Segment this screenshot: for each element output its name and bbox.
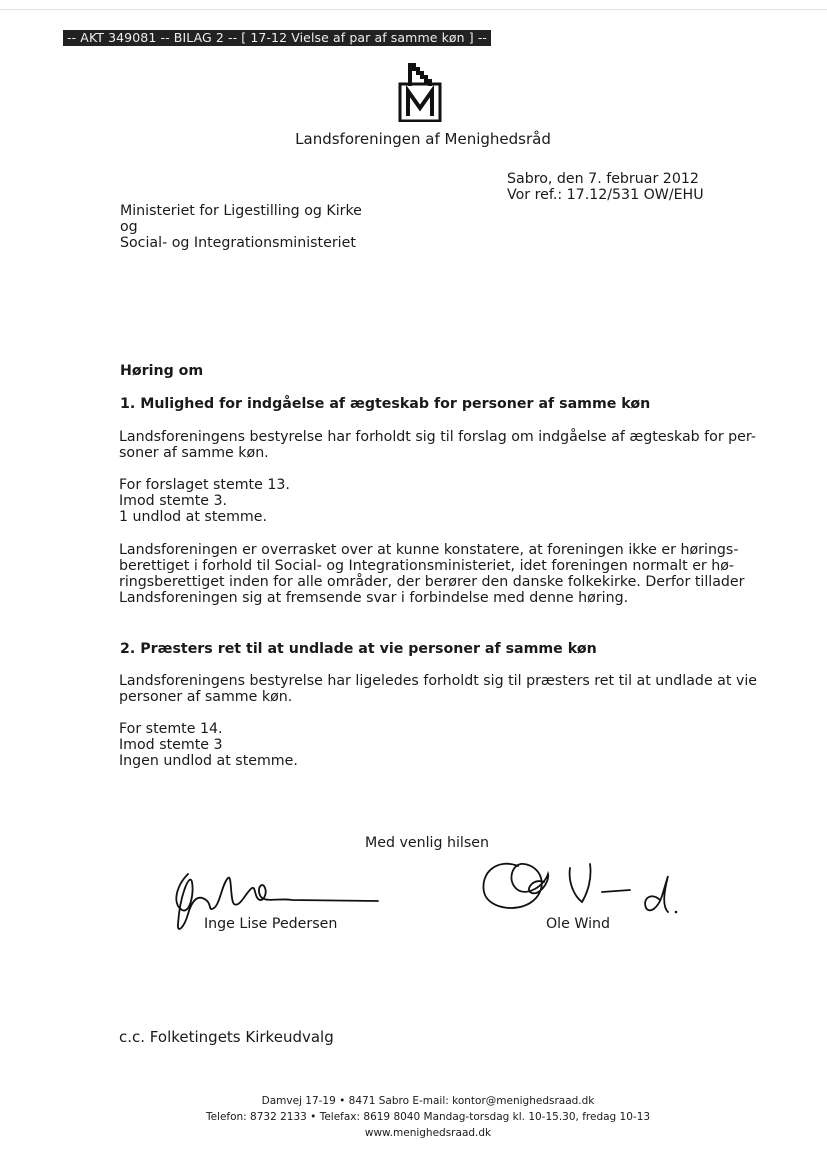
closing-greeting: Med venlig hilsen [365,835,489,851]
organization-name: Landsforeningen af Menighedsråd [295,130,551,148]
reference-line: Vor ref.: 17.12/531 OW/EHU [507,187,704,203]
text-line: soner af samme køn. [119,445,269,461]
section2-paragraph [119,673,757,705]
section1-heading: 1. Mulighed for indgåelse af ægteskab for personer af samme køn [120,396,651,412]
signatory-name: Inge Lise Pedersen [204,916,338,932]
footer-address: Damvej 17-19 • 8471 Sabro E-mail: kontor@menighedsraad.dk [261,1095,595,1107]
recipient-line: og [120,219,138,235]
vote-line: Ingen undlod at stemme. [119,753,298,769]
section2-heading: 2. Præsters ret til at undlade at vie personer af samme køn [120,641,597,657]
text-line: Landsforeningens bestyrelse har forholdt sig til forslag om indgåelse af ægteskab for per- [119,429,756,445]
footer-contact: Telefon: 8732 2133 • Telefax: 8619 8040 Mandag-torsdag kl. 10-15.30, fredag 10-13 [205,1111,651,1123]
date-line: Sabro, den 7. februar 2012 [507,171,699,187]
recipient-line: Social- og Integrationsministeriet [120,235,356,251]
text-line: personer af samme køn. [119,689,293,705]
text-line: berettiget i forhold til Social- og Integrationsministeriet, idet foreningen normalt er hø- [119,558,735,574]
vote-line: 1 undlod at stemme. [119,509,267,525]
subject-heading: Høring om [120,363,204,379]
document-stamp: -- AKT 349081 -- BILAG 2 -- [ 17-12 Vielse af par af samme køn ] -- [63,30,491,46]
church-logo-icon [398,62,442,122]
signatory-name: Ole Wind [546,916,611,932]
section1-paragraph [119,542,744,606]
text-line: Landsforeningen sig at fremsende svar i forbindelse med denne høring. [119,590,629,606]
section1-paragraph [119,429,756,461]
vote-line: For forslaget stemte 13. [119,477,290,493]
footer-website: www.menighedsraad.dk [364,1127,492,1139]
text-line: Landsforeningens bestyrelse har ligeledes forholdt sig til præsters ret til at undlade at vie [119,673,758,689]
vote-line: Imod stemte 3. [119,493,228,509]
section2-votes [119,721,298,769]
signature-wind-icon [478,852,678,924]
vote-line: Imod stemte 3 [119,737,223,753]
recipient-line: Ministeriet for Ligestilling og Kirke [120,203,362,219]
text-line: Landsforeningen er overrasket over at kunne konstatere, at foreningen ikke er hørings- [119,542,739,558]
page-edge-line [0,9,827,10]
text-line: ringsberettiget inden for alle områder, der berører den danske folkekirke. Derfor tillader [119,574,745,590]
vote-line: For stemte 14. [119,721,223,737]
cc-line: c.c. Folketingets Kirkeudvalg [119,1028,334,1046]
section1-votes [119,477,290,525]
